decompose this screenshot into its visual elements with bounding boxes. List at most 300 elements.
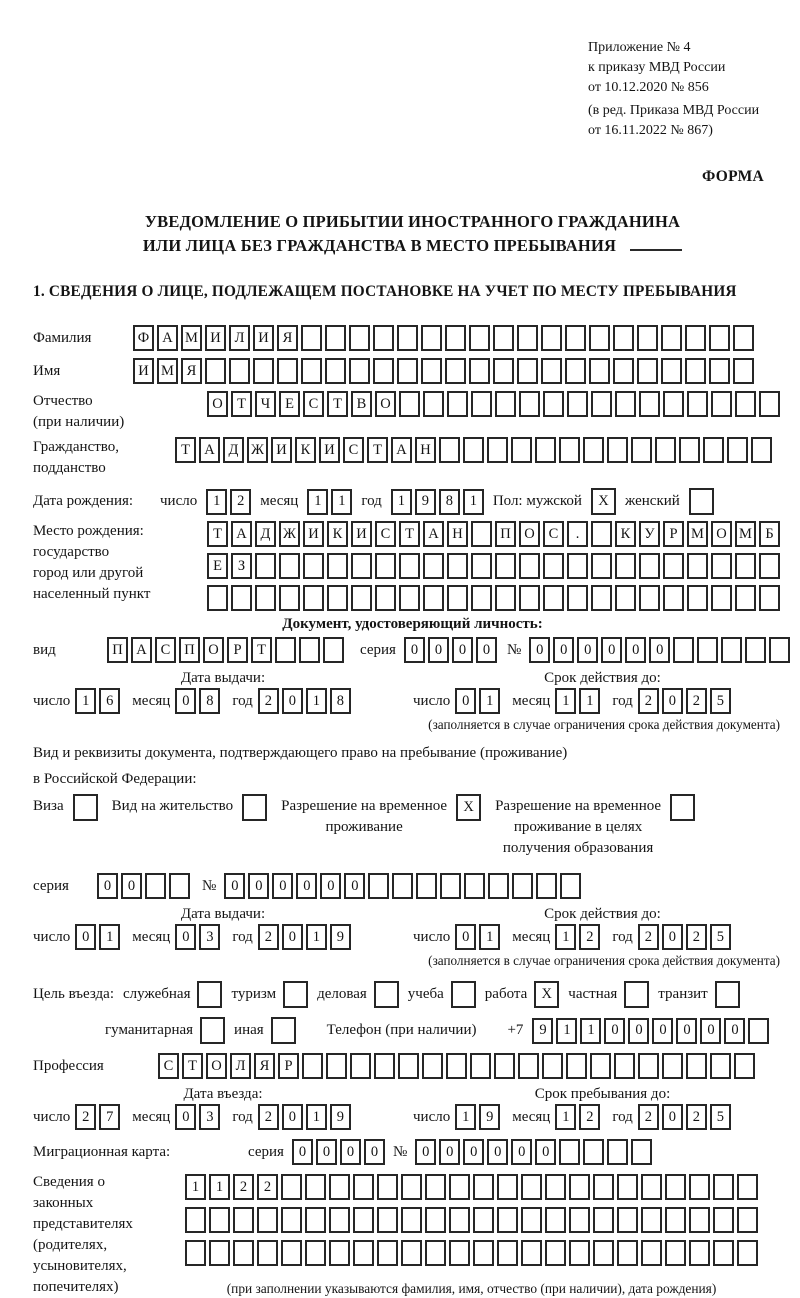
char-cell[interactable]: 0 (652, 1018, 673, 1044)
char-cell[interactable] (559, 437, 580, 463)
char-cell[interactable] (350, 1053, 371, 1079)
char-cell[interactable]: 1 (331, 489, 352, 515)
char-cell[interactable] (638, 1053, 659, 1079)
char-cell[interactable] (493, 358, 514, 384)
char-cell[interactable]: О (206, 1053, 227, 1079)
char-cell[interactable] (423, 391, 444, 417)
char-cell[interactable] (279, 585, 300, 611)
char-cell[interactable] (375, 585, 396, 611)
char-cell[interactable] (689, 1240, 710, 1266)
char-cell[interactable] (473, 1207, 494, 1233)
char-cell[interactable]: Р (227, 637, 248, 663)
char-cell[interactable] (679, 437, 700, 463)
char-cell[interactable]: М (735, 521, 756, 547)
char-cell[interactable] (281, 1240, 302, 1266)
char-cell[interactable] (715, 981, 740, 1008)
char-cell[interactable]: 0 (625, 637, 646, 663)
char-cell[interactable] (471, 521, 492, 547)
char-cell[interactable] (302, 1053, 323, 1079)
char-cell[interactable]: 0 (316, 1139, 337, 1165)
char-cell[interactable] (421, 358, 442, 384)
char-cell[interactable]: Д (255, 521, 276, 547)
char-cell[interactable] (469, 325, 490, 351)
char-cell[interactable] (663, 585, 684, 611)
char-cell[interactable] (519, 391, 540, 417)
char-cell[interactable] (329, 1207, 350, 1233)
char-cell[interactable]: 1 (185, 1174, 206, 1200)
char-cell[interactable] (687, 391, 708, 417)
char-cell[interactable]: Б (759, 521, 780, 547)
char-cell[interactable] (439, 437, 460, 463)
char-cell[interactable] (464, 873, 485, 899)
char-cell[interactable] (185, 1240, 206, 1266)
char-cell[interactable]: Ч (255, 391, 276, 417)
char-cell[interactable] (591, 391, 612, 417)
char-cell[interactable]: 1 (479, 924, 500, 950)
char-cell[interactable]: 1 (306, 924, 327, 950)
char-cell[interactable]: С (158, 1053, 179, 1079)
char-cell[interactable] (721, 637, 742, 663)
char-cell[interactable]: 9 (330, 924, 351, 950)
char-cell[interactable]: 0 (282, 924, 303, 950)
char-cell[interactable]: 0 (175, 688, 196, 714)
char-cell[interactable] (277, 358, 298, 384)
char-cell[interactable] (512, 873, 533, 899)
char-cell[interactable]: 0 (700, 1018, 721, 1044)
char-cell[interactable]: 2 (686, 1104, 707, 1130)
char-cell[interactable] (497, 1174, 518, 1200)
char-cell[interactable] (303, 553, 324, 579)
char-cell[interactable]: К (615, 521, 636, 547)
char-cell[interactable] (368, 873, 389, 899)
char-cell[interactable] (495, 553, 516, 579)
char-cell[interactable]: 0 (175, 924, 196, 950)
char-cell[interactable]: Т (231, 391, 252, 417)
char-cell[interactable]: 1 (209, 1174, 230, 1200)
char-cell[interactable]: 0 (649, 637, 670, 663)
char-cell[interactable] (709, 358, 730, 384)
char-cell[interactable] (521, 1240, 542, 1266)
char-cell[interactable] (185, 1207, 206, 1233)
char-cell[interactable]: 0 (724, 1018, 745, 1044)
char-cell[interactable] (233, 1240, 254, 1266)
char-cell[interactable] (416, 873, 437, 899)
char-cell[interactable]: 2 (257, 1174, 278, 1200)
char-cell[interactable] (593, 1174, 614, 1200)
char-cell[interactable] (207, 585, 228, 611)
char-cell[interactable]: А (131, 637, 152, 663)
char-cell[interactable]: Е (207, 553, 228, 579)
char-cell[interactable]: 1 (580, 1018, 601, 1044)
char-cell[interactable]: 0 (282, 688, 303, 714)
char-cell[interactable]: 0 (248, 873, 269, 899)
char-cell[interactable]: Ж (247, 437, 268, 463)
char-cell[interactable] (567, 553, 588, 579)
char-cell[interactable] (275, 637, 296, 663)
char-cell[interactable]: 0 (282, 1104, 303, 1130)
char-cell[interactable] (665, 1240, 686, 1266)
char-cell[interactable] (519, 585, 540, 611)
char-cell[interactable]: Я (277, 325, 298, 351)
char-cell[interactable]: В (351, 391, 372, 417)
char-cell[interactable]: С (375, 521, 396, 547)
char-cell[interactable] (567, 585, 588, 611)
char-cell[interactable] (373, 325, 394, 351)
char-cell[interactable]: 3 (199, 924, 220, 950)
char-cell[interactable]: 1 (463, 489, 484, 515)
char-cell[interactable] (209, 1207, 230, 1233)
char-cell[interactable]: 0 (428, 637, 449, 663)
char-cell[interactable]: И (351, 521, 372, 547)
char-cell[interactable]: И (319, 437, 340, 463)
char-cell[interactable] (631, 437, 652, 463)
char-cell[interactable]: Л (229, 325, 250, 351)
char-cell[interactable] (607, 1139, 628, 1165)
char-cell[interactable]: О (711, 521, 732, 547)
char-cell[interactable]: 0 (463, 1139, 484, 1165)
char-cell[interactable] (497, 1207, 518, 1233)
char-cell[interactable] (255, 553, 276, 579)
char-cell[interactable]: О (375, 391, 396, 417)
char-cell[interactable]: 0 (577, 637, 598, 663)
char-cell[interactable] (593, 1240, 614, 1266)
char-cell[interactable] (545, 1174, 566, 1200)
char-cell[interactable] (440, 873, 461, 899)
char-cell[interactable] (445, 358, 466, 384)
char-cell[interactable] (713, 1240, 734, 1266)
char-cell[interactable] (399, 585, 420, 611)
char-cell[interactable]: 0 (676, 1018, 697, 1044)
char-cell[interactable]: 6 (99, 688, 120, 714)
char-cell[interactable] (353, 1207, 374, 1233)
char-cell[interactable] (541, 358, 562, 384)
char-cell[interactable] (591, 553, 612, 579)
char-cell[interactable] (661, 358, 682, 384)
char-cell[interactable]: А (199, 437, 220, 463)
char-cell[interactable]: 0 (404, 637, 425, 663)
char-cell[interactable] (327, 553, 348, 579)
char-cell[interactable]: И (133, 358, 154, 384)
char-cell[interactable] (377, 1240, 398, 1266)
char-cell[interactable]: А (391, 437, 412, 463)
char-cell[interactable]: 2 (638, 924, 659, 950)
char-cell[interactable]: 0 (292, 1139, 313, 1165)
char-cell[interactable] (639, 391, 660, 417)
char-cell[interactable]: 7 (99, 1104, 120, 1130)
char-cell[interactable] (470, 1053, 491, 1079)
char-cell[interactable] (735, 553, 756, 579)
char-cell[interactable]: О (519, 521, 540, 547)
char-cell[interactable] (145, 873, 166, 899)
char-cell[interactable] (617, 1240, 638, 1266)
char-cell[interactable]: 9 (415, 489, 436, 515)
char-cell[interactable] (655, 437, 676, 463)
char-cell[interactable]: П (179, 637, 200, 663)
char-cell[interactable] (449, 1174, 470, 1200)
char-cell[interactable]: 1 (206, 489, 227, 515)
char-cell[interactable] (631, 1139, 652, 1165)
char-cell[interactable] (326, 1053, 347, 1079)
char-cell[interactable] (374, 981, 399, 1008)
char-cell[interactable]: 0 (476, 637, 497, 663)
char-cell[interactable] (662, 1053, 683, 1079)
char-cell[interactable]: Р (663, 521, 684, 547)
char-cell[interactable]: А (423, 521, 444, 547)
char-cell[interactable] (569, 1207, 590, 1233)
char-cell[interactable]: Д (223, 437, 244, 463)
char-cell[interactable] (423, 585, 444, 611)
char-cell[interactable] (353, 1174, 374, 1200)
char-cell[interactable] (463, 437, 484, 463)
char-cell[interactable] (257, 1207, 278, 1233)
char-cell[interactable]: 0 (628, 1018, 649, 1044)
char-cell[interactable]: 1 (99, 924, 120, 950)
char-cell[interactable]: Р (278, 1053, 299, 1079)
char-cell[interactable] (661, 325, 682, 351)
char-cell[interactable] (613, 358, 634, 384)
char-cell[interactable] (663, 391, 684, 417)
char-cell[interactable]: Ж (279, 521, 300, 547)
char-cell[interactable]: О (207, 391, 228, 417)
char-cell[interactable] (305, 1207, 326, 1233)
char-cell[interactable] (351, 553, 372, 579)
char-cell[interactable] (607, 437, 628, 463)
char-cell[interactable]: Т (367, 437, 388, 463)
char-cell[interactable]: А (231, 521, 252, 547)
char-cell[interactable] (281, 1207, 302, 1233)
char-cell[interactable] (495, 585, 516, 611)
char-cell[interactable] (617, 1207, 638, 1233)
char-cell[interactable] (593, 1207, 614, 1233)
char-cell[interactable]: X (591, 488, 616, 515)
char-cell[interactable] (497, 1240, 518, 1266)
char-cell[interactable] (253, 358, 274, 384)
char-cell[interactable] (283, 981, 308, 1008)
char-cell[interactable] (425, 1240, 446, 1266)
char-cell[interactable] (255, 585, 276, 611)
char-cell[interactable]: 2 (258, 1104, 279, 1130)
char-cell[interactable]: М (687, 521, 708, 547)
char-cell[interactable] (689, 1207, 710, 1233)
char-cell[interactable] (473, 1174, 494, 1200)
char-cell[interactable]: Н (415, 437, 436, 463)
char-cell[interactable]: 0 (415, 1139, 436, 1165)
char-cell[interactable]: О (203, 637, 224, 663)
char-cell[interactable] (301, 325, 322, 351)
char-cell[interactable]: К (295, 437, 316, 463)
char-cell[interactable]: X (456, 794, 481, 821)
char-cell[interactable] (446, 1053, 467, 1079)
char-cell[interactable] (373, 358, 394, 384)
char-cell[interactable] (615, 391, 636, 417)
char-cell[interactable]: 2 (579, 1104, 600, 1130)
char-cell[interactable] (519, 553, 540, 579)
char-cell[interactable] (614, 1053, 635, 1079)
char-cell[interactable]: 1 (75, 688, 96, 714)
char-cell[interactable]: 2 (258, 924, 279, 950)
char-cell[interactable] (449, 1207, 470, 1233)
char-cell[interactable] (323, 637, 344, 663)
char-cell[interactable] (375, 553, 396, 579)
char-cell[interactable] (517, 358, 538, 384)
char-cell[interactable] (536, 873, 557, 899)
char-cell[interactable]: 8 (330, 688, 351, 714)
char-cell[interactable]: 1 (455, 1104, 476, 1130)
char-cell[interactable]: 0 (601, 637, 622, 663)
char-cell[interactable] (737, 1207, 758, 1233)
char-cell[interactable] (560, 873, 581, 899)
char-cell[interactable] (469, 358, 490, 384)
char-cell[interactable] (445, 325, 466, 351)
char-cell[interactable] (745, 637, 766, 663)
char-cell[interactable] (543, 585, 564, 611)
char-cell[interactable] (759, 553, 780, 579)
char-cell[interactable]: 0 (97, 873, 118, 899)
char-cell[interactable]: 0 (529, 637, 550, 663)
char-cell[interactable] (209, 1240, 230, 1266)
char-cell[interactable] (542, 1053, 563, 1079)
char-cell[interactable]: 0 (75, 924, 96, 950)
char-cell[interactable] (197, 981, 222, 1008)
char-cell[interactable] (639, 585, 660, 611)
char-cell[interactable]: Л (230, 1053, 251, 1079)
char-cell[interactable] (543, 553, 564, 579)
char-cell[interactable] (494, 1053, 515, 1079)
char-cell[interactable]: 2 (258, 688, 279, 714)
char-cell[interactable] (392, 873, 413, 899)
char-cell[interactable]: Т (327, 391, 348, 417)
char-cell[interactable] (399, 553, 420, 579)
char-cell[interactable] (329, 1174, 350, 1200)
char-cell[interactable] (471, 391, 492, 417)
char-cell[interactable]: 3 (199, 1104, 220, 1130)
char-cell[interactable] (449, 1240, 470, 1266)
char-cell[interactable] (685, 325, 706, 351)
char-cell[interactable]: 5 (710, 1104, 731, 1130)
char-cell[interactable] (689, 488, 714, 515)
char-cell[interactable]: 0 (296, 873, 317, 899)
char-cell[interactable]: 0 (662, 688, 683, 714)
char-cell[interactable]: 0 (364, 1139, 385, 1165)
char-cell[interactable] (493, 325, 514, 351)
char-cell[interactable]: Т (399, 521, 420, 547)
char-cell[interactable] (759, 585, 780, 611)
char-cell[interactable] (751, 437, 772, 463)
char-cell[interactable] (327, 585, 348, 611)
char-cell[interactable]: Т (175, 437, 196, 463)
char-cell[interactable] (565, 358, 586, 384)
char-cell[interactable]: Е (279, 391, 300, 417)
char-cell[interactable]: И (253, 325, 274, 351)
char-cell[interactable] (303, 585, 324, 611)
char-cell[interactable] (305, 1174, 326, 1200)
char-cell[interactable]: Т (251, 637, 272, 663)
char-cell[interactable]: 2 (686, 688, 707, 714)
char-cell[interactable]: 2 (686, 924, 707, 950)
char-cell[interactable] (687, 585, 708, 611)
char-cell[interactable]: С (543, 521, 564, 547)
char-cell[interactable]: Я (254, 1053, 275, 1079)
char-cell[interactable] (769, 637, 790, 663)
char-cell[interactable] (401, 1174, 422, 1200)
char-cell[interactable] (200, 1017, 225, 1044)
char-cell[interactable]: 0 (439, 1139, 460, 1165)
char-cell[interactable]: 0 (272, 873, 293, 899)
char-cell[interactable]: А (157, 325, 178, 351)
char-cell[interactable] (735, 391, 756, 417)
char-cell[interactable]: 0 (662, 1104, 683, 1130)
char-cell[interactable]: 0 (175, 1104, 196, 1130)
char-cell[interactable] (735, 585, 756, 611)
char-cell[interactable] (447, 585, 468, 611)
char-cell[interactable]: . (567, 521, 588, 547)
char-cell[interactable]: Я (181, 358, 202, 384)
char-cell[interactable] (422, 1053, 443, 1079)
char-cell[interactable] (545, 1240, 566, 1266)
char-cell[interactable] (299, 637, 320, 663)
char-cell[interactable] (686, 1053, 707, 1079)
char-cell[interactable]: 2 (230, 489, 251, 515)
char-cell[interactable] (401, 1240, 422, 1266)
char-cell[interactable]: 0 (320, 873, 341, 899)
char-cell[interactable]: С (155, 637, 176, 663)
char-cell[interactable] (301, 358, 322, 384)
char-cell[interactable] (325, 358, 346, 384)
char-cell[interactable] (518, 1053, 539, 1079)
char-cell[interactable] (589, 358, 610, 384)
char-cell[interactable] (567, 391, 588, 417)
char-cell[interactable] (353, 1240, 374, 1266)
char-cell[interactable]: П (107, 637, 128, 663)
char-cell[interactable] (711, 391, 732, 417)
char-cell[interactable] (447, 391, 468, 417)
char-cell[interactable]: М (157, 358, 178, 384)
char-cell[interactable]: С (303, 391, 324, 417)
char-cell[interactable] (517, 325, 538, 351)
char-cell[interactable]: У (639, 521, 660, 547)
char-cell[interactable] (271, 1017, 296, 1044)
char-cell[interactable] (229, 358, 250, 384)
char-cell[interactable]: 8 (439, 489, 460, 515)
char-cell[interactable] (759, 391, 780, 417)
char-cell[interactable] (377, 1174, 398, 1200)
char-cell[interactable] (398, 1053, 419, 1079)
char-cell[interactable] (713, 1174, 734, 1200)
char-cell[interactable]: 0 (511, 1139, 532, 1165)
char-cell[interactable] (583, 1139, 604, 1165)
char-cell[interactable] (566, 1053, 587, 1079)
char-cell[interactable] (545, 1207, 566, 1233)
char-cell[interactable] (279, 553, 300, 579)
char-cell[interactable] (665, 1174, 686, 1200)
char-cell[interactable] (641, 1174, 662, 1200)
char-cell[interactable]: И (303, 521, 324, 547)
char-cell[interactable] (169, 873, 190, 899)
char-cell[interactable]: К (327, 521, 348, 547)
char-cell[interactable] (641, 1207, 662, 1233)
char-cell[interactable]: 1 (556, 1018, 577, 1044)
char-cell[interactable] (737, 1174, 758, 1200)
char-cell[interactable] (421, 325, 442, 351)
char-cell[interactable] (583, 437, 604, 463)
char-cell[interactable] (521, 1207, 542, 1233)
char-cell[interactable] (727, 437, 748, 463)
char-cell[interactable] (697, 637, 718, 663)
char-cell[interactable]: 1 (555, 688, 576, 714)
char-cell[interactable] (401, 1207, 422, 1233)
char-cell[interactable]: 9 (532, 1018, 553, 1044)
char-cell[interactable] (305, 1240, 326, 1266)
